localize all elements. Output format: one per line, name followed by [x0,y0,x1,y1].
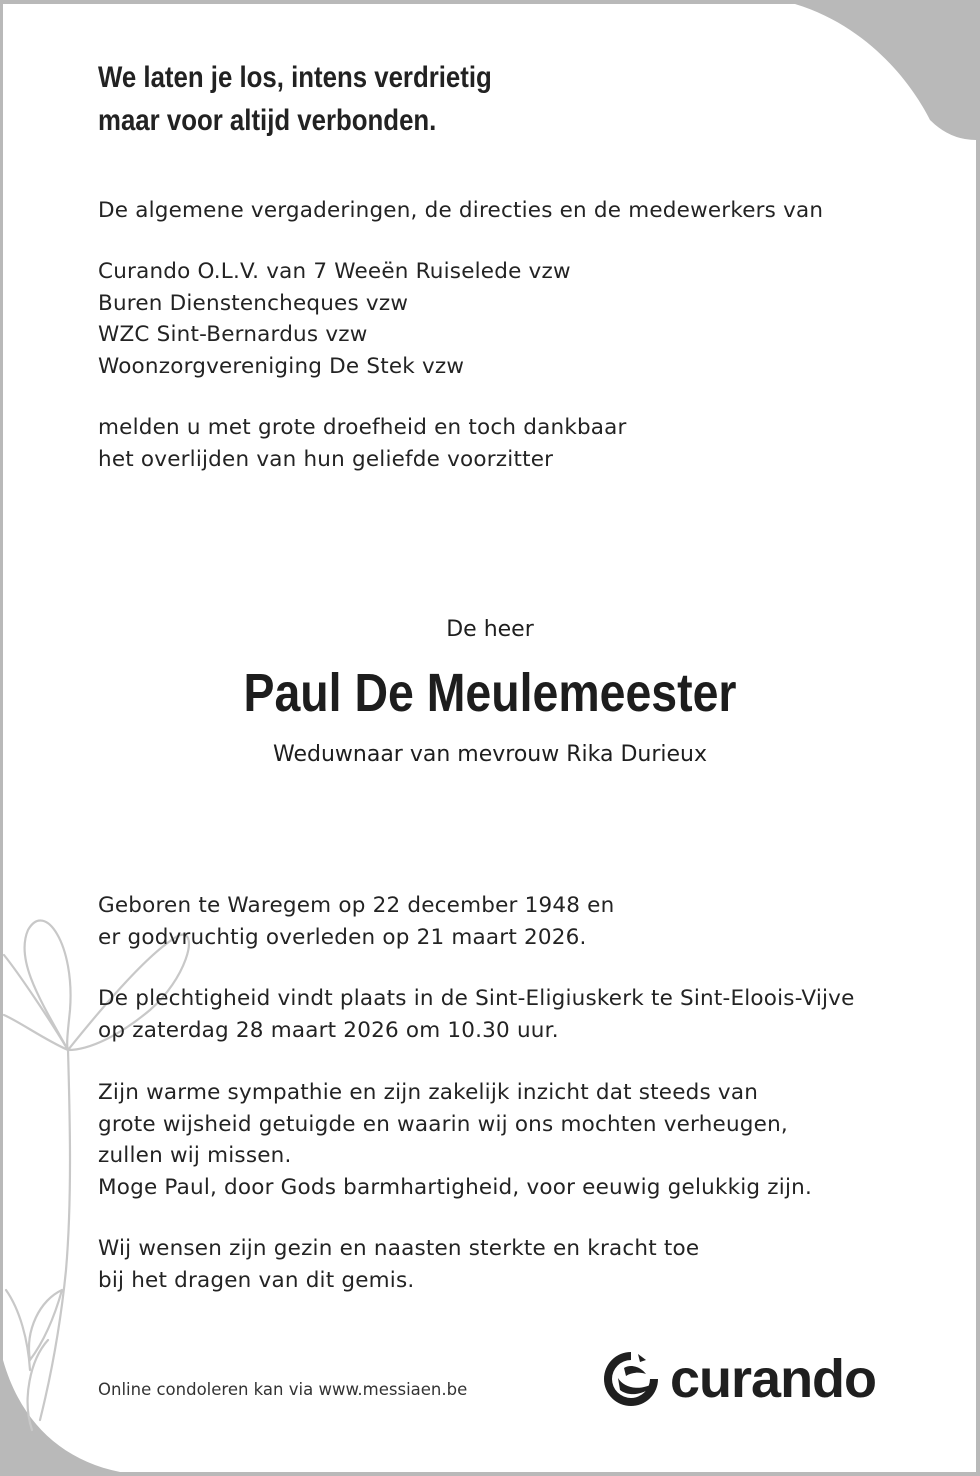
tribute-line: Zijn warme sympathie en zijn zakelijk inzicht dat steeds van [98,1080,759,1105]
deceased-name: Paul De Meulemeester [243,663,737,723]
wishes-text [98,1233,699,1296]
ceremony-line: op zaterdag 28 maart 2026 om 10.30 uur. [98,1017,559,1043]
announcement-line: het overlijden van hun geliefde voorzitter [98,446,554,472]
tribute-line: Moge Paul, door Gods barmhartigheid, voor eeuwig gelukkig zijn. [98,1174,812,1200]
dove-in-circle-icon [600,1348,662,1410]
wishes-line: Wij wensen zijn gezin en naasten sterkte en kracht toe [98,1236,700,1261]
tribute-text [98,1077,812,1203]
announcement [98,412,627,475]
tagline [98,56,492,142]
organization-item: Woonzorgvereniging De Stek vzw [98,353,465,379]
birth-death-line: er godvruchtig overleden op 21 maart 2026. [98,924,587,950]
condolence-link-text[interactable]: Online condoleren kan via www.messiaen.be [98,1380,468,1399]
organization-item: Buren Dienstencheques vzw [98,290,409,316]
announcement-line: melden u met grote droefheid en toch dankbaar [98,415,627,440]
intro-text: De algemene vergaderingen, de directies en de medewerkers van [98,198,824,223]
tribute-line: zullen wij missen. [98,1143,292,1168]
tagline-line-1: We laten je los, intens verdrietig [98,61,492,94]
wishes-line: bij het dragen van dit gemis. [98,1267,415,1293]
organization-item: WZC Sint-Bernardus vzw [98,322,368,347]
logo-wordmark: curando [670,1349,877,1409]
birth-death-text [98,890,614,953]
organization-item: Curando O.L.V. van 7 Weeën Ruiselede vzw [98,259,571,284]
organization-list [98,256,571,382]
salutation: De heer [446,617,534,642]
birth-death-line: Geboren te Waregem op 22 december 1948 en [98,893,615,918]
curando-logo [600,1346,900,1412]
ceremony-text [98,983,855,1046]
tagline-line-2: maar voor altijd verbonden. [98,104,437,137]
relation-text: Weduwnaar van mevrouw Rika Durieux [273,742,707,767]
tribute-line: grote wijsheid getuigde en waarin wij ons mochten verheugen, [98,1111,788,1137]
ceremony-line: De plechtigheid vindt plaats in de Sint-Eligiuskerk te Sint-Eloois-Vijve [98,986,855,1011]
